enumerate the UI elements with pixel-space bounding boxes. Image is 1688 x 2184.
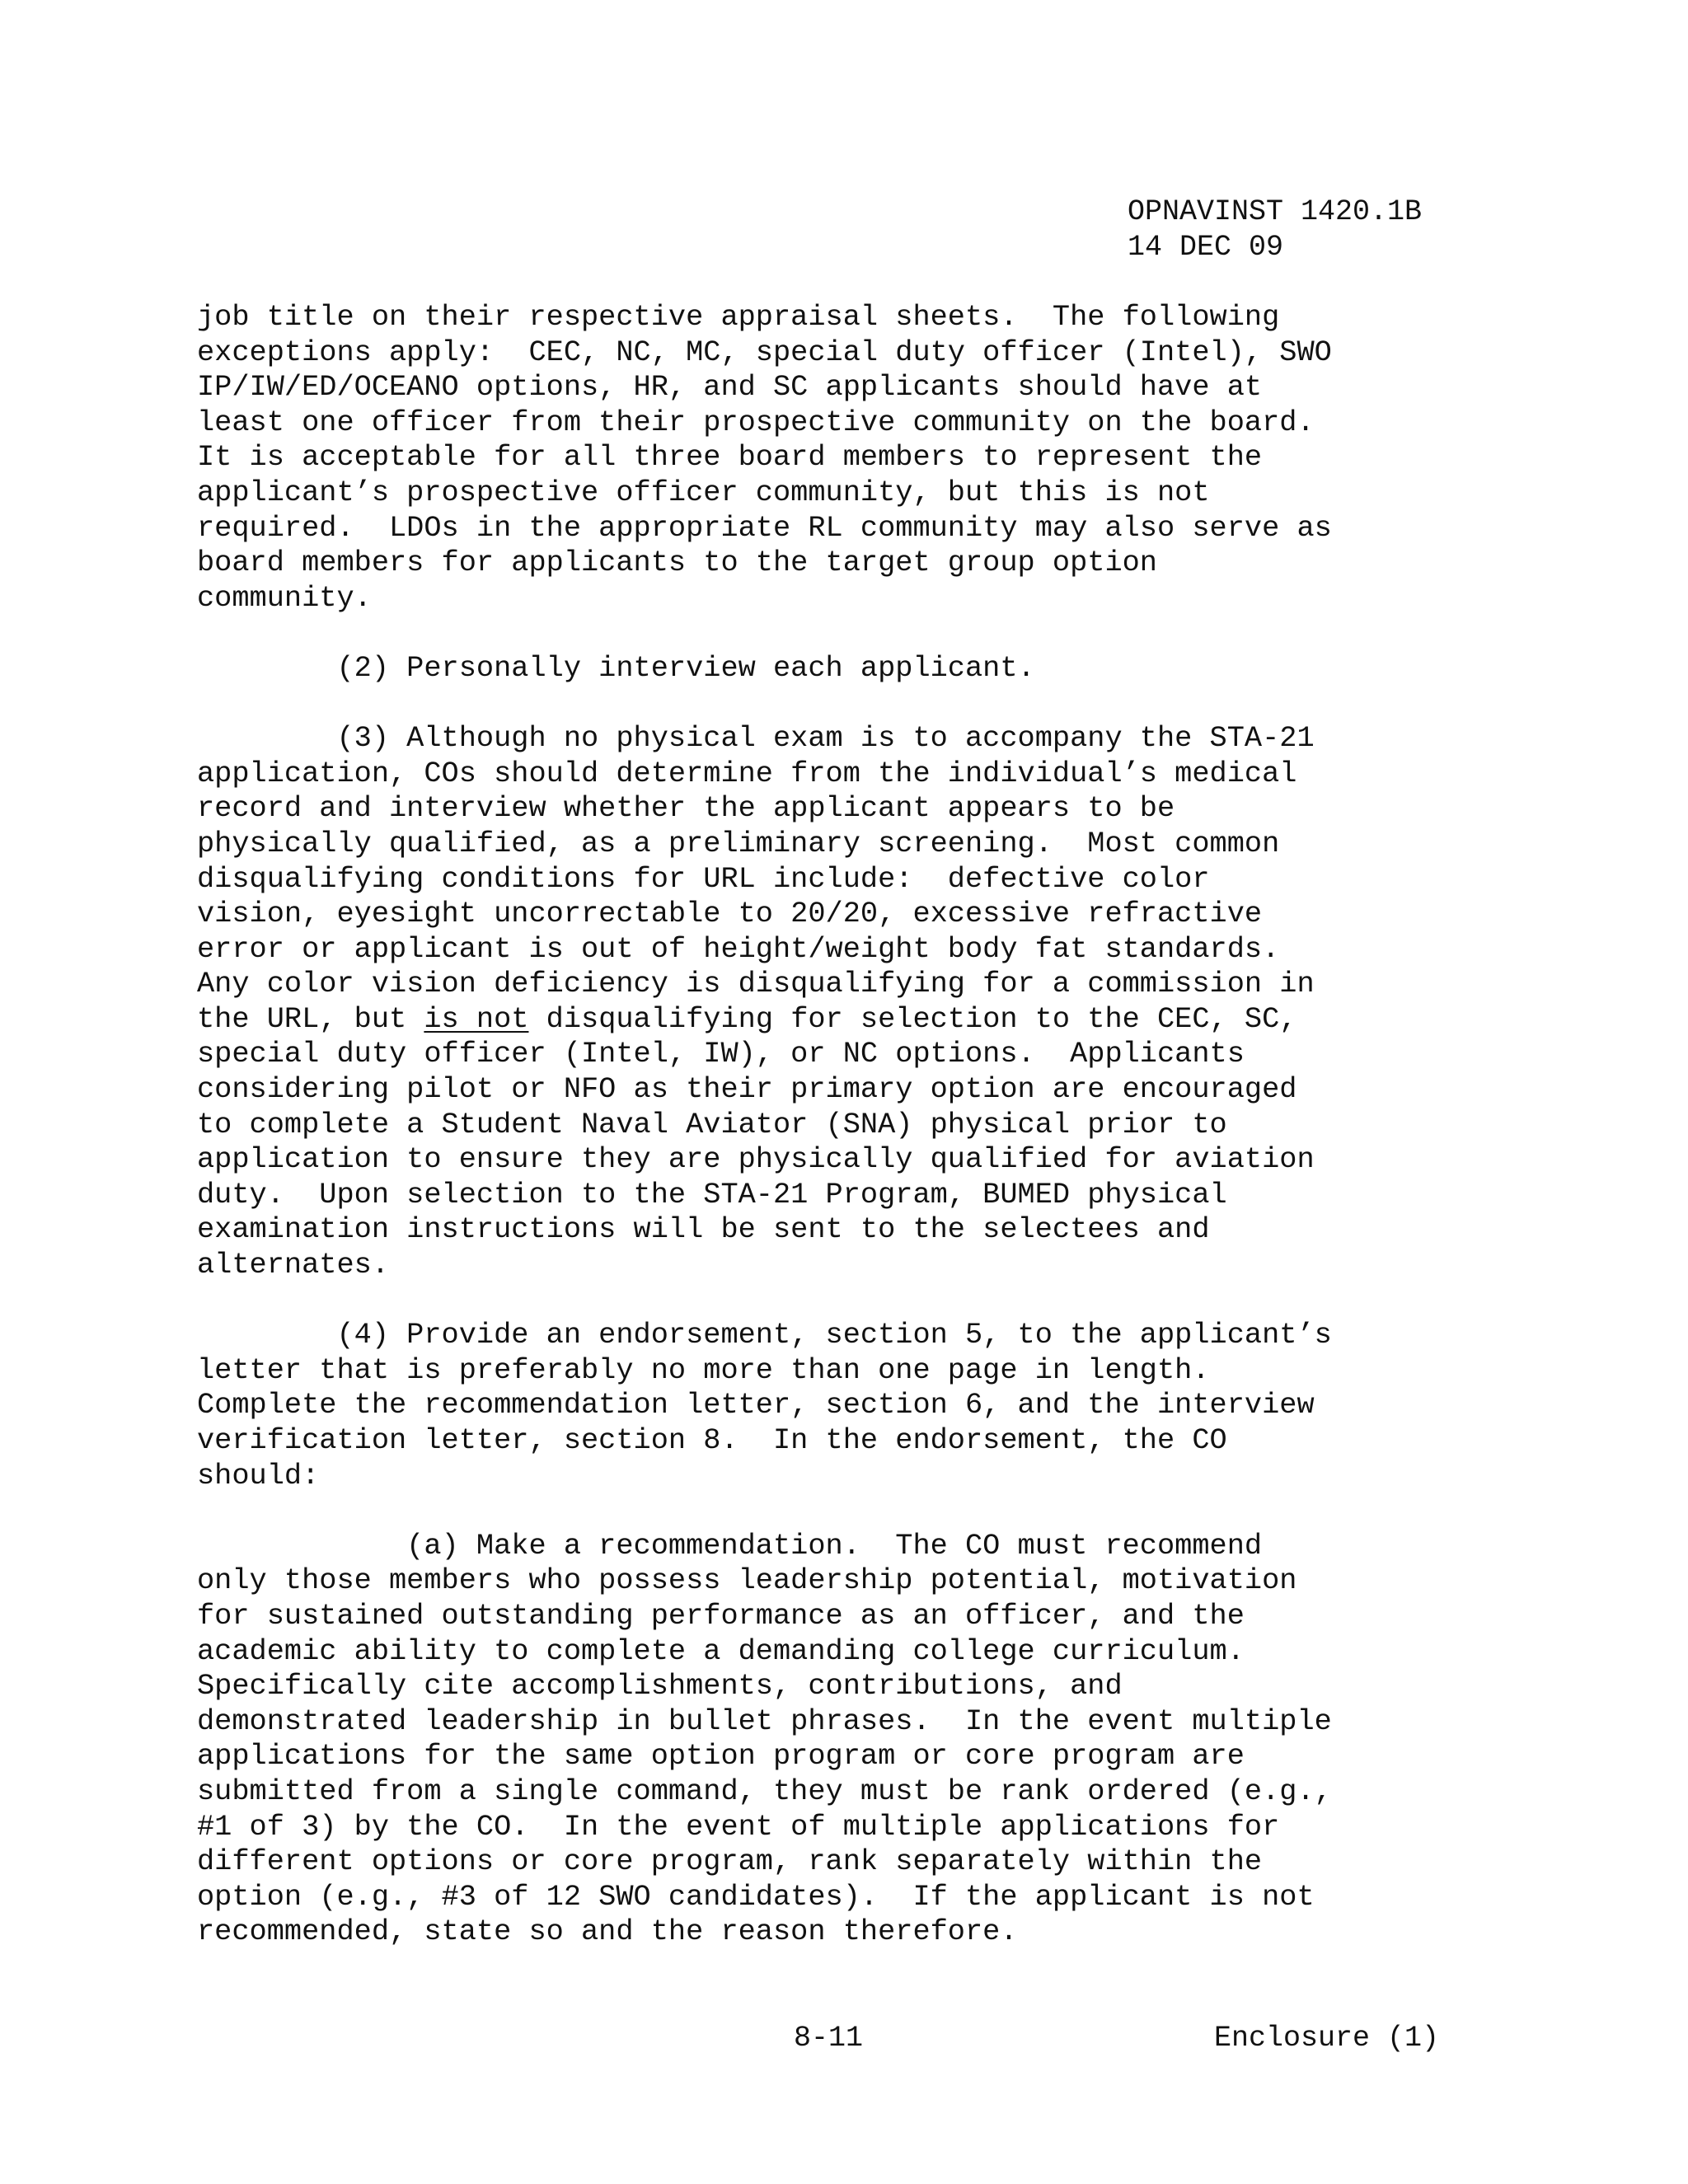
text-line: submitted from a single command, they must be rank ordered (e.g., — [197, 1774, 1332, 1808]
paragraph-spacer — [197, 1283, 1499, 1319]
text-line: only those members who possess leadership potential, motivation — [197, 1564, 1297, 1598]
paragraph-board-composition — [197, 300, 1499, 616]
text-line: should: — [197, 1459, 320, 1493]
text-line: Specifically cite accomplishments, contributions, and — [197, 1670, 1123, 1704]
text-line: recommended, state so and the reason therefore. — [197, 1915, 1018, 1949]
document-body — [197, 300, 1499, 1950]
text-line: duty. Upon selection to the STA-21 Program, BUMED physical — [197, 1178, 1227, 1212]
underlined-is-not: is not — [424, 1002, 529, 1036]
text-line: (2) Personally interview each applicant. — [197, 651, 1035, 685]
text-line: board members for applicants to the target group option — [197, 546, 1157, 580]
paragraph-spacer — [197, 687, 1499, 722]
instruction-number: OPNAVINST 1420.1B — [1128, 195, 1423, 228]
text-line: least one officer from their prospective community on the board. — [197, 405, 1315, 439]
text-line: application to ensure they are physically qualified for aviation — [197, 1143, 1315, 1177]
page-number: 8-11 — [794, 2022, 864, 2055]
line-tail: disqualifying for selection to the CEC, SC, — [528, 1002, 1297, 1036]
text-line: demonstrated leadership in bullet phrases. In the event multiple — [197, 1704, 1332, 1738]
text-line: Any color vision deficiency is disqualifying for a commission in — [197, 968, 1315, 1001]
paragraph-physical-screening — [197, 721, 1499, 1283]
text-line: examination instructions will be sent to the selectees and — [197, 1213, 1210, 1247]
paragraph-endorsement — [197, 1318, 1499, 1493]
text-line-with-underline — [197, 1002, 1499, 1038]
text-line: considering pilot or NFO as their primary option are encouraged — [197, 1073, 1297, 1107]
paragraph-interview — [197, 651, 1499, 687]
text-line: letter that is preferably no more than one page in length. — [197, 1353, 1210, 1387]
paragraph-spacer — [197, 616, 1499, 651]
paragraph-recommendation — [197, 1529, 1499, 1950]
document-header — [1128, 194, 1422, 265]
paragraph-spacer — [197, 1493, 1499, 1529]
text-line: special duty officer (Intel, IW), or NC options. Applicants — [197, 1038, 1245, 1071]
text-line: verification letter, section 8. In the endorsement, the CO — [197, 1424, 1227, 1457]
text-line: alternates. — [197, 1249, 389, 1282]
line-head: the URL, but — [197, 1002, 424, 1036]
text-line: disqualifying conditions for URL include: defective color — [197, 862, 1210, 896]
text-line: for sustained outstanding performance as an officer, and the — [197, 1599, 1245, 1633]
instruction-date: 14 DEC 09 — [1128, 231, 1284, 264]
text-line: It is acceptable for all three board members to represent the — [197, 441, 1263, 475]
text-line: record and interview whether the applicant appears to be — [197, 792, 1175, 826]
text-line: application, COs should determine from the individual’s medical — [197, 757, 1297, 790]
text-line: exceptions apply: CEC, NC, MC, special duty officer (Intel), SWO — [197, 335, 1332, 369]
text-line: Complete the recommendation letter, section 6, and the interview — [197, 1389, 1315, 1422]
text-line: job title on their respective appraisal sheets. The following — [197, 301, 1280, 334]
text-line: (a) Make a recommendation. The CO must recommend — [197, 1529, 1263, 1563]
text-line: vision, eyesight uncorrectable to 20/20, excessive refractive — [197, 898, 1263, 931]
text-line: applicant’s prospective officer community, but this is not — [197, 476, 1210, 509]
text-line: #1 of 3) by the CO. In the event of multiple applications for — [197, 1810, 1280, 1844]
text-line: IP/IW/ED/OCEANO options, HR, and SC applicants should have at — [197, 371, 1263, 405]
text-line: community. — [197, 581, 372, 615]
enclosure-label: Enclosure (1) — [1214, 2022, 1440, 2055]
text-line: error or applicant is out of height/weight body fat standards. — [197, 932, 1280, 966]
text-line: different options or core program, rank separately within the — [197, 1845, 1263, 1879]
text-line: option (e.g., #3 of 12 SWO candidates). If the applicant is not — [197, 1880, 1315, 1914]
text-line: required. LDOs in the appropriate RL community may also serve as — [197, 511, 1332, 545]
text-line: to complete a Student Naval Aviator (SNA) physical prior to — [197, 1108, 1227, 1141]
text-line: (4) Provide an endorsement, section 5, to the applicant’s — [197, 1319, 1332, 1352]
text-line: academic ability to complete a demanding college curriculum. — [197, 1634, 1245, 1668]
text-line: (3) Although no physical exam is to accompany the STA-21 — [197, 722, 1315, 756]
text-line: applications for the same option program or core program are — [197, 1740, 1245, 1774]
text-line: physically qualified, as a preliminary screening. Most common — [197, 827, 1280, 860]
